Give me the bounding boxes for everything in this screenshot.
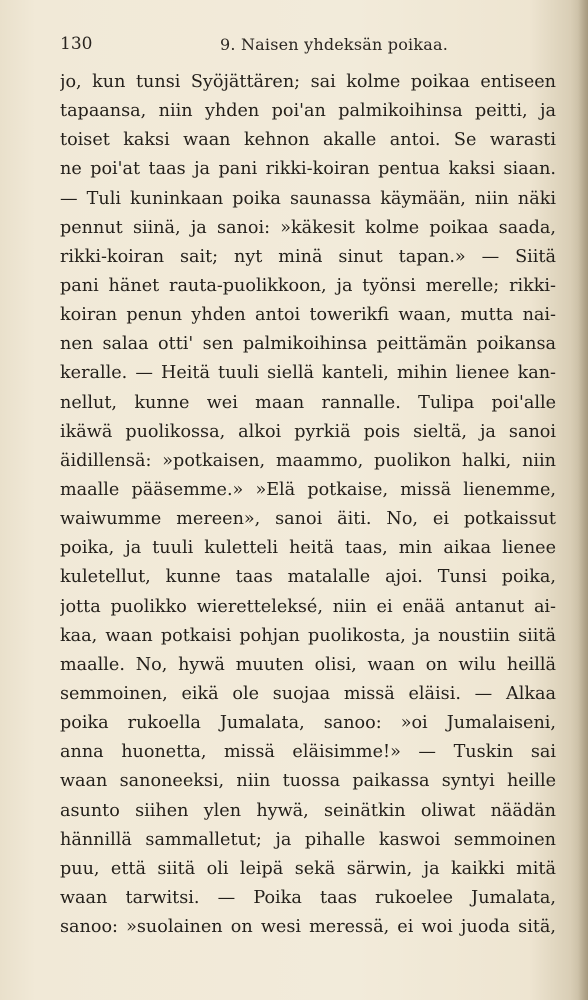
text-line: nellut, kunne wei maan rannalle. Tulipa poi'alle xyxy=(60,392,556,413)
text-line: ikäwä puolikossa, alkoi pyrkiä pois sieltä, ja sanoi xyxy=(60,421,556,442)
text-line: sanoo: »suolainen on wesi meressä, ei woi juoda sitä, xyxy=(60,917,556,938)
text-line: — Tuli kuninkaan poika saunassa käymään, niin näki xyxy=(60,188,556,209)
text-line: pennut siinä, ja sanoi: »käkesit kolme poikaa saada, xyxy=(60,217,556,238)
text-line: waan tarwitsi. — Poika taas rukoelee Jumalata, xyxy=(60,887,556,908)
text-line: hännillä sammalletut; ja pihalle kaswoi semmoinen xyxy=(60,829,556,850)
text-line: ne poi'at taas ja pani rikki-koiran pentua kaksi siaan. xyxy=(60,159,556,180)
text-line: nen salaa otti' sen palmikoihinsa peittämän poikansa xyxy=(60,334,556,355)
text-line: keralle. — Heitä tuuli siellä kanteli, mihin lienee kan- xyxy=(60,363,556,384)
text-line: puu, että siitä oli leipä sekä särwin, ja kaikki mitä xyxy=(60,858,556,879)
text-line: jotta puolikko wieretteleksé, niin ei enää antanut ai- xyxy=(60,596,556,617)
text-line: waiwumme mereen», sanoi äiti. No, ei potkaissut xyxy=(60,509,556,530)
text-line: toiset kaksi waan kehnon akalle antoi. Se warasti xyxy=(60,130,556,151)
page-header xyxy=(60,34,554,60)
text-line: koiran penun yhden antoi towerikfi waan, mutta nai- xyxy=(60,305,556,326)
body-text xyxy=(60,68,556,942)
text-line: kuletellut, kunne taas matalalle ajoi. Tunsi poika, xyxy=(60,567,556,588)
text-line: äidillensä: »potkaisen, maammo, puolikon halki, niin xyxy=(60,450,556,471)
text-line: jo, kun tunsi Syöjättären; sai kolme poikaa entiseen xyxy=(60,72,556,92)
text-line: poika rukoella Jumalata, sanoo: »oi Jumalaiseni, xyxy=(60,713,556,734)
text-line: pani hänet rauta-puolikkoon, ja työnsi merelle; rikki- xyxy=(60,275,556,296)
text-line: anna huonetta, missä eläisimme!» — Tuskin sai xyxy=(60,742,556,763)
text-line: semmoinen, eikä ole suojaa missä eläisi. — Alkaa xyxy=(60,683,556,704)
text-line: waan sanoneeksi, niin tuossa paikassa syntyi heille xyxy=(60,771,556,792)
running-head: 9. Naisen yhdeksän poikaa. xyxy=(220,35,449,54)
text-line: poika, ja tuuli kuletteli heitä taas, min aikaa lienee xyxy=(60,538,556,559)
text-line: kaa, waan potkaisi pohjan puolikosta, ja noustiin siitä xyxy=(60,625,556,646)
text-line: tapaansa, niin yhden poi'an palmikoihinsa peitti, ja xyxy=(60,101,556,122)
page-number: 130 xyxy=(60,34,93,54)
text-line: asunto siihen ylen hywä, seinätkin oliwat näädän xyxy=(60,800,556,821)
text-line: maalle. No, hywä muuten olisi, waan on wilu heillä xyxy=(60,654,556,675)
text-line: maalle pääsemme.» »Elä potkaise, missä lienemme, xyxy=(60,479,556,500)
text-line: rikki-koiran sait; nyt minä sinut tapan.» — Siitä xyxy=(60,246,556,267)
